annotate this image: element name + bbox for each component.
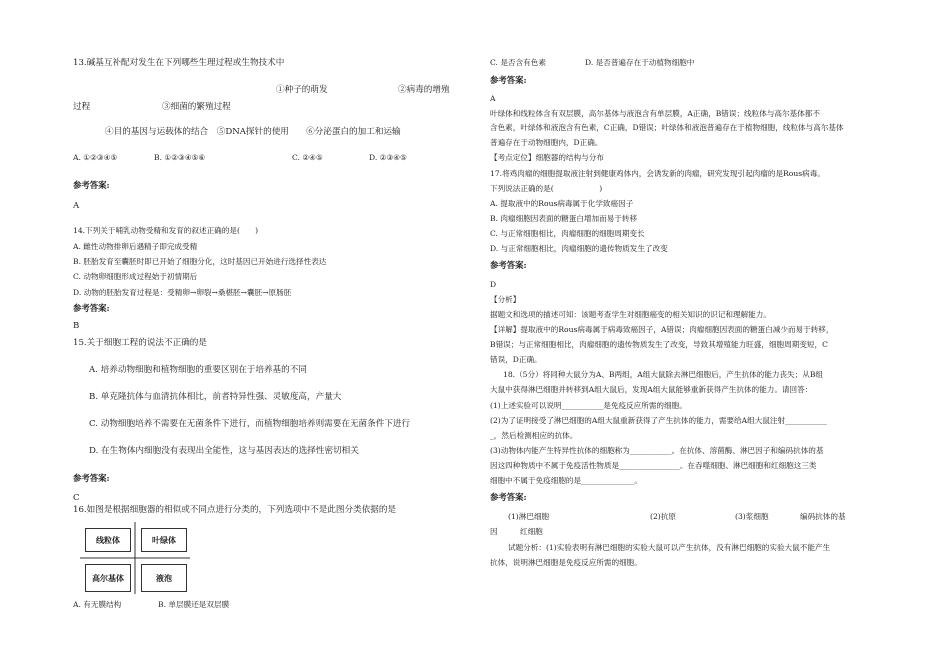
- q13-choice-d: D. ②③④⑤: [369, 153, 407, 162]
- q18-part2: (2)为了证明接受了淋巴细胞的A组大鼠重新获得了产生抗体的能力，需要给A组大鼠注射___________: [490, 416, 827, 425]
- q18-part3: 因这四种物质中不属于免疫活性物质是________________。在吞噬细胞、淋巴细胞和红细胞这三类: [490, 461, 817, 470]
- answer-label: 参考答案:: [490, 492, 527, 502]
- answer-label: 参考答案:: [73, 303, 110, 313]
- q15-option-c: C. 动物细胞培养不需要在无菌条件下进行，而植物细胞培养则需要在无菌条件下进行: [89, 419, 411, 429]
- explanation-line: 叶绿体和线粒体含有双层膜，高尔基体与液泡含有单层膜，A正确，B错误；线粒体与高尔基体都不: [490, 109, 820, 118]
- q16-option-b: B. 单层膜还是双层膜: [158, 600, 230, 609]
- q17-option-a: A. 提取液中的Rous病毒属于化学致癌因子: [490, 199, 634, 208]
- diagram-cell-vacuole: 液泡: [141, 564, 187, 592]
- q13-stem: 13.碱基互补配对发生在下列哪些生理过程或生物技术中: [73, 58, 285, 68]
- q18-stem: 大鼠中获得淋巴细胞并转移到A组大鼠后，发现A组大鼠能够重新获得产生抗体的能力。请回答：: [490, 385, 813, 394]
- solution-line: 试题分析：(1)实验表明有淋巴细胞的实验大鼠可以产生抗体，没有淋巴细胞的实验大鼠不能产生: [508, 543, 831, 552]
- q16-option-a: A. 有无膜结构: [73, 600, 122, 609]
- answer-label: 参考答案:: [490, 75, 527, 85]
- diagram-cell-golgi: 高尔基体: [85, 564, 131, 592]
- organelle-classification-diagram: [80, 522, 190, 594]
- q17-option-b: B. 肉瘤细胞因表面的糖蛋白增加而易于转移: [490, 214, 638, 223]
- explanation-line: 普遍存在于动物细胞内，D正确。: [490, 138, 603, 147]
- q18-answer-3: (3)浆细胞: [735, 512, 769, 521]
- answer-label: 参考答案:: [490, 260, 527, 270]
- q14-option-a: A. 雌性动物排卵后遇精子即完成受精: [73, 242, 198, 251]
- detail-line: B错误；与正常细胞相比，肉瘤细胞的遗传物质发生了改变，导致其增殖能力旺盛，细胞周期变短，C: [490, 340, 828, 349]
- q18-answer-1: (1)淋巴细胞: [508, 512, 550, 521]
- analysis-text: 据题文和选项的描述可知：该题考查学生对细胞癌变的相关知识的识记和理解能力。: [490, 310, 771, 319]
- q14-option-b: B. 胚胎发育至囊胚时即已开始了细胞分化，这时基因已开始进行选择性表达: [73, 257, 327, 266]
- answer-value: A: [490, 94, 496, 103]
- q18-part3: (3)动物体内能产生特异性抗体的细胞称为___________。在抗体、溶菌酶、淋巴因子和编码抗体的基: [490, 446, 824, 455]
- q13-option: ④目的基因与运载体的结合 ⑤DNA探针的使用 ⑥分泌蛋白的加工和运输: [105, 127, 401, 137]
- analysis-label: 【分析】: [490, 295, 521, 304]
- q18-answer-6: 红细胞: [520, 527, 543, 536]
- q18-stem: 18.（5分）将同种大鼠分为A、B两组，A组大鼠除去淋巴细胞后，产生抗体的能力丧失；从B组: [503, 370, 824, 379]
- q13-choice-a: A. ①②③④⑤: [73, 153, 118, 162]
- answer-label: 参考答案:: [73, 473, 110, 483]
- q15-stem: 15.关于细胞工程的说法不正确的是: [73, 338, 207, 348]
- answer-label: 参考答案:: [73, 180, 110, 190]
- detail-line: 【详解】提取液中的Rous病毒属于病毒致癌因子，A错误；肉瘤细胞因表面的糖蛋白减少而易于转移，: [490, 325, 834, 334]
- diagram-cell-chloroplast: 叶绿体: [141, 528, 187, 552]
- q13-option: 过程: [73, 102, 91, 112]
- q18-part3: 细胞中不属于免疫细胞的是______________。: [490, 476, 642, 485]
- explanation-line: 含色素，叶绿体和液泡含有色素，C正确，D错误；叶绿体和液泡普遍存在于植物细胞，线粒体与高尔基体: [490, 123, 844, 132]
- q17-option-d: D. 与正常细胞相比，肉瘤细胞的遗传物质发生了改变: [490, 244, 668, 253]
- q13-choice-c: C. ②④⑤: [292, 153, 323, 162]
- q15-option-a: A. 培养动物细胞和植物细胞的重要区别在于培养基的不同: [89, 365, 307, 375]
- q14-option-c: C. 动物卵细胞形成过程始于初情期后: [73, 272, 198, 281]
- q18-answer-4: 编码抗体的基: [800, 512, 846, 521]
- detail-line: 错误，D正确。: [490, 355, 542, 364]
- q17-option-c: C. 与正常细胞相比，肉瘤细胞的细胞周期变长: [490, 229, 645, 238]
- q14-stem: 14.下列关于哺乳动物受精和发育的叙述正确的是( ): [73, 226, 259, 235]
- q18-answer-5: 因: [490, 527, 498, 536]
- q13-option: ②病毒的增殖: [398, 85, 450, 95]
- q18-answer-2: (2)抗原: [650, 512, 676, 521]
- q13-choice-b: B. ①②③④⑤⑥: [154, 153, 206, 162]
- q17-stem: 下列说法正确的是( ): [490, 184, 603, 193]
- q15-option-d: D. 在生物体内细胞没有表现出全能性，这与基因表达的选择性密切相关: [89, 446, 359, 456]
- q16-option-c: C. 是否含有色素: [490, 58, 546, 67]
- q13-option: ③细菌的繁殖过程: [162, 102, 231, 112]
- q16-stem: 16.如图是根据细胞器的相似或不同点进行分类的，下列选项中不是此图分类依据的是: [73, 505, 397, 515]
- diagram-cell-mitochondria: 线粒体: [85, 528, 131, 552]
- q13-option: ①种子的萌发: [276, 85, 328, 95]
- q14-option-d: D. 动物的胚胎发育过程是：受精卵→卵裂→桑椹胚→囊胚→原肠胚: [73, 288, 292, 297]
- q18-part1: (1)上述实验可以说明___________是免疫反应所需的细胞。: [490, 401, 687, 410]
- knowledge-point: 【考点定位】细胞器的结构与分布: [490, 153, 604, 162]
- answer-value: C: [73, 493, 80, 503]
- solution-line: 抗体，说明淋巴细胞是免疫反应所需的细胞。: [490, 558, 642, 567]
- answer-value: B: [73, 321, 80, 331]
- q15-option-b: B. 单克隆抗体与血清抗体相比，前者特异性强、灵敏度高，产量大: [89, 392, 342, 402]
- answer-value: D: [490, 280, 497, 289]
- q17-stem: 17.将鸡肉瘤的细胞提取液注射到健康鸡体内，会诱发新的肉瘤，研究发现引起肉瘤的是Rous病毒。: [490, 169, 825, 178]
- q16-option-d: D. 是否普遍存在于动植物细胞中: [585, 58, 695, 67]
- answer-value: A: [73, 201, 80, 211]
- q18-part2: _，然后检测相应的抗体。: [490, 431, 578, 440]
